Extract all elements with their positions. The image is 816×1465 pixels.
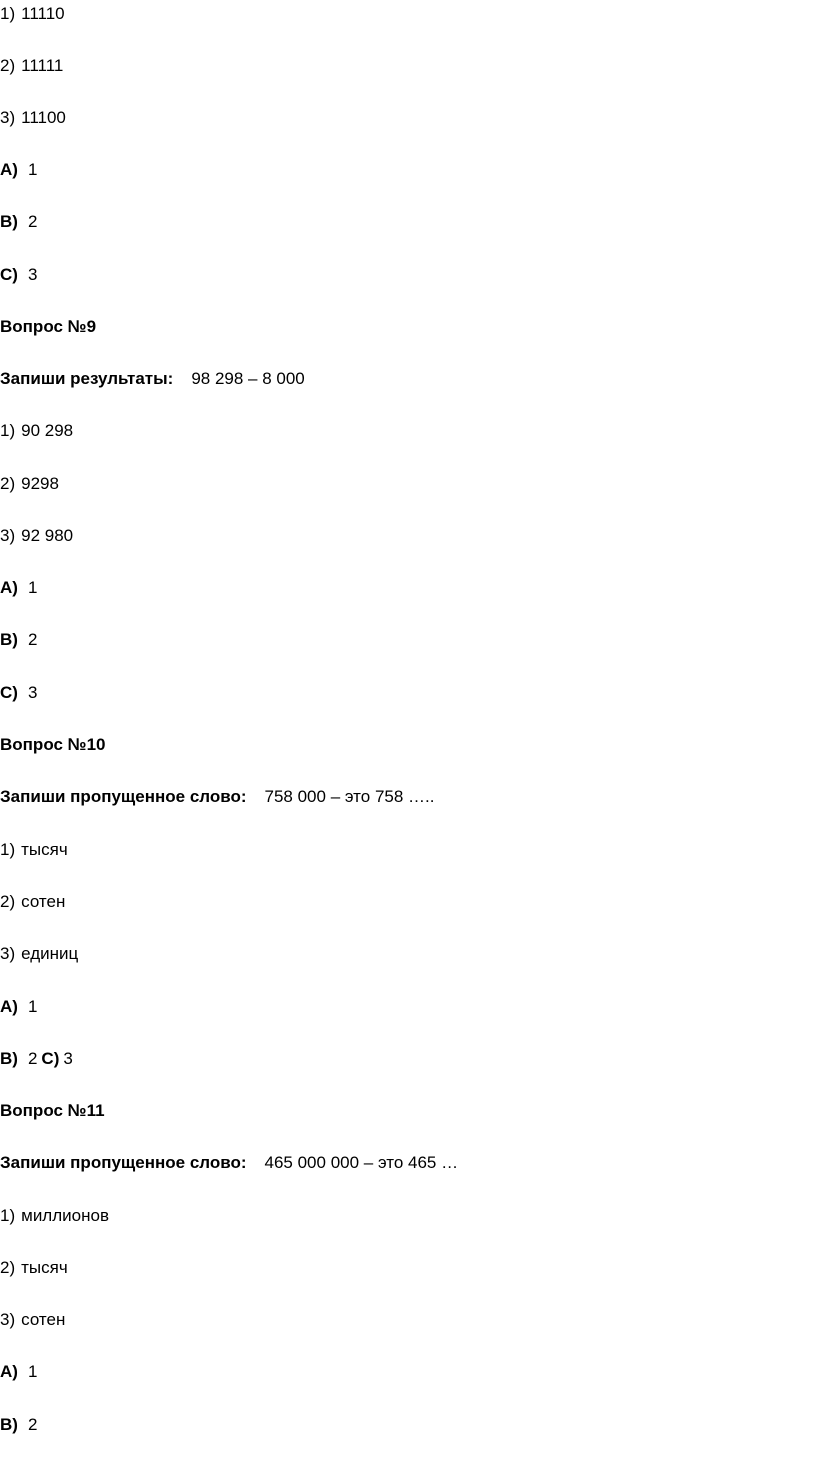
answer-row (0, 211, 37, 233)
option-text: 9298 (21, 474, 59, 493)
prompt-text: 758 000 – это 758 ….. (264, 787, 435, 806)
answer-value: 1 (27, 1362, 38, 1381)
option-row (0, 107, 66, 129)
prompt-label: Запиши пропущенное слово: (0, 787, 247, 806)
answer-row (0, 264, 37, 286)
answer-value: 1 (27, 160, 38, 179)
option-number: 3) (0, 1310, 16, 1329)
answer-value: 3 (63, 1049, 73, 1068)
answer-letter: C) (0, 683, 18, 702)
option-number: 2) (0, 56, 16, 75)
option-text: тысяч (21, 840, 68, 859)
answer-row (0, 159, 37, 181)
option-row (0, 1309, 65, 1331)
answer-letter: C) (0, 265, 18, 284)
option-text: единиц (21, 944, 79, 963)
option-text: сотен (21, 1310, 66, 1329)
option-number: 3) (0, 108, 16, 127)
answer-letter: C) (41, 1049, 60, 1068)
question-heading: Вопрос №9 (0, 317, 97, 336)
answer-row (0, 1414, 37, 1436)
answer-letter: B) (0, 1415, 18, 1434)
option-number: 1) (0, 1206, 16, 1225)
option-row (0, 3, 65, 25)
option-row (0, 473, 59, 495)
option-number: 2) (0, 1258, 16, 1277)
option-row (0, 891, 65, 913)
answer-letter: A) (0, 997, 18, 1016)
option-text: 11100 (21, 108, 66, 127)
answer-row (0, 577, 37, 599)
option-number: 2) (0, 892, 16, 911)
answer-row (0, 629, 37, 651)
answer-value: 2 (27, 1049, 38, 1068)
question-prompt (0, 368, 305, 390)
prompt-label: Запиши пропущенное слово: (0, 1153, 247, 1172)
answer-value: 3 (27, 265, 38, 284)
option-text: 11111 (21, 56, 64, 75)
question-heading: Вопрос №10 (0, 735, 106, 754)
answer-value: 1 (27, 578, 38, 597)
answer-row (0, 1361, 37, 1383)
answer-value: 2 (27, 630, 38, 649)
option-row (0, 55, 63, 77)
answer-value: 2 (27, 1415, 38, 1434)
answer-letter: B) (0, 1049, 18, 1068)
option-text: тысяч (21, 1258, 68, 1277)
prompt-text: 465 000 000 – это 465 … (264, 1153, 459, 1172)
answer-row (0, 996, 37, 1018)
option-row (0, 525, 73, 547)
answer-letter: A) (0, 1362, 18, 1381)
answer-letter: B) (0, 630, 18, 649)
option-number: 2) (0, 474, 16, 493)
option-row (0, 1205, 109, 1227)
answer-letter: B) (0, 212, 18, 231)
option-number: 1) (0, 840, 16, 859)
question-prompt (0, 1152, 458, 1174)
option-text: сотен (21, 892, 66, 911)
option-text: миллионов (21, 1206, 109, 1225)
question-prompt (0, 786, 434, 808)
option-number: 1) (0, 421, 16, 440)
answer-letter: A) (0, 578, 18, 597)
option-row (0, 1257, 68, 1279)
answer-value: 1 (27, 997, 38, 1016)
answer-value: 3 (27, 683, 38, 702)
option-row (0, 420, 73, 442)
option-text: 11110 (21, 4, 65, 23)
option-row (0, 943, 78, 965)
answer-row (0, 682, 37, 704)
option-number: 1) (0, 4, 16, 23)
prompt-label: Запиши результаты: (0, 369, 174, 388)
question-heading: Вопрос №11 (0, 1101, 105, 1120)
option-number: 3) (0, 944, 16, 963)
answer-value: 2 (27, 212, 38, 231)
option-row (0, 839, 68, 861)
answer-letter: A) (0, 160, 18, 179)
option-text: 92 980 (21, 526, 74, 545)
option-number: 3) (0, 526, 16, 545)
prompt-text: 98 298 – 8 000 (191, 369, 305, 388)
answer-row (0, 1048, 73, 1070)
option-text: 90 298 (21, 421, 74, 440)
